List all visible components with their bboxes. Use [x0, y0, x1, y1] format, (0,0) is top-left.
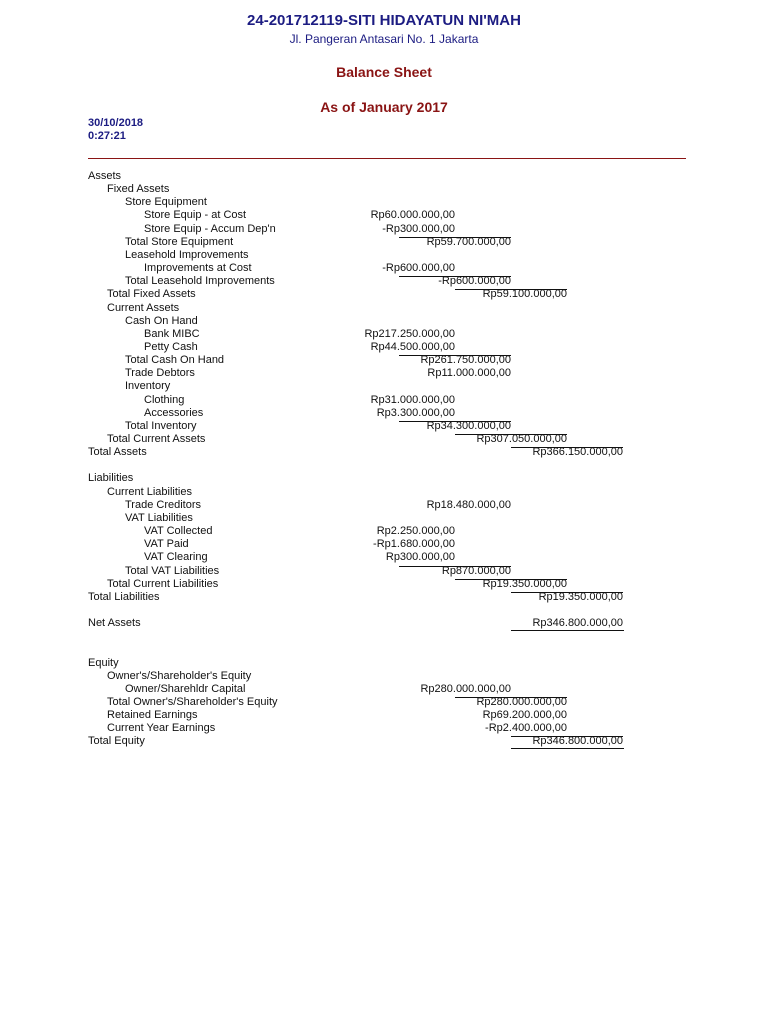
subtotal-rule: [399, 276, 511, 277]
line-amount: Rp18.480.000,00: [426, 498, 511, 511]
line-label: Bank MIBC: [144, 327, 200, 340]
line-label: Equity: [88, 656, 119, 669]
subtotal-rule: [455, 697, 567, 698]
line-amount: -Rp600.000,00: [438, 275, 511, 288]
line-label: Owner's/Shareholder's Equity: [107, 669, 252, 682]
line-amount: -Rp600.000,00: [382, 262, 455, 275]
line-label: Current Assets: [107, 301, 180, 314]
line-amount: Rp346.800.000,00: [532, 735, 623, 748]
line-label: Total Fixed Assets: [107, 288, 196, 301]
subtotal-rule: [511, 592, 623, 593]
company-address: Jl. Pangeran Antasari No. 1 Jakarta: [289, 32, 479, 46]
line-amount: Rp280.000.000,00: [420, 682, 511, 695]
print-time: 0:27:21: [88, 130, 126, 142]
subtotal-rule: [399, 355, 511, 356]
line-amount: Rp217.250.000,00: [364, 327, 455, 340]
line-amount: Rp60.000.000,00: [370, 209, 455, 222]
total-underline: [511, 748, 624, 749]
line-amount: Rp59.100.000,00: [482, 288, 567, 301]
line-amount: Rp44.500.000,00: [370, 340, 455, 353]
subtotal-rule: [455, 434, 567, 435]
line-amount: Rp2.250.000,00: [376, 525, 455, 538]
line-amount: Rp307.050.000,00: [476, 433, 567, 445]
line-amount: Rp19.350.000,00: [538, 590, 623, 603]
print-date: 30/10/2018: [88, 117, 144, 129]
report-period: As of January 2017: [320, 99, 448, 115]
subtotal-rule: [455, 579, 567, 580]
line-label: Total Leasehold Improvements: [125, 275, 275, 288]
total-underline: [511, 630, 624, 631]
line-amount: -Rp2.400.000,00: [485, 722, 567, 735]
line-label: Leasehold Improvements: [125, 248, 249, 261]
line-label: Current Year Earnings: [107, 722, 216, 735]
line-label: Liabilities: [88, 472, 134, 485]
subtotal-rule: [399, 566, 511, 567]
line-amount: Rp3.300.000,00: [376, 406, 455, 419]
subtotal-rule: [399, 237, 511, 238]
line-label: Fixed Assets: [107, 183, 170, 196]
line-label: Store Equip - at Cost: [144, 209, 247, 222]
line-label: Petty Cash: [144, 340, 198, 353]
line-label: Trade Creditors: [125, 498, 202, 511]
line-label: VAT Liabilities: [125, 511, 193, 524]
subtotal-rule: [399, 421, 511, 422]
line-amount: Rp11.000.000,00: [427, 367, 511, 380]
company-name: 24-201712119-SITI HIDAYATUN NI'MAH: [247, 12, 521, 29]
header-divider: [88, 158, 686, 159]
line-label: VAT Paid: [144, 538, 189, 551]
line-amount: Rp69.200.000,00: [482, 709, 567, 722]
line-label: Total Current Liabilities: [107, 577, 219, 590]
line-label: Total Inventory: [125, 419, 197, 432]
line-amount: Rp870.000,00: [441, 564, 511, 577]
line-label: Total Assets: [88, 446, 147, 459]
line-label: Inventory: [125, 380, 171, 393]
line-label: Total Equity: [88, 735, 145, 748]
line-amount: -Rp300.000,00: [382, 222, 455, 235]
line-label: Total VAT Liabilities: [125, 564, 220, 577]
line-label: Store Equip - Accum Dep'n: [144, 222, 276, 235]
line-amount: Rp346.800.000,00: [532, 617, 623, 630]
line-label: Clothing: [144, 393, 185, 406]
line-amount: Rp59.700.000,00: [426, 235, 511, 248]
subtotal-rule: [511, 447, 623, 448]
subtotal-rule: [511, 736, 623, 737]
report-title: Balance Sheet: [336, 64, 432, 80]
line-amount: Rp31.000.000,00: [370, 393, 455, 406]
line-label: Accessories: [144, 406, 204, 419]
line-label: Total Current Assets: [107, 433, 206, 445]
line-label: Owner/Sharehldr Capital: [125, 682, 246, 695]
line-label: Cash On Hand: [125, 314, 198, 327]
line-amount: Rp261.750.000,00: [420, 354, 511, 367]
line-amount: Rp366.150.000,00: [532, 446, 623, 459]
line-amount: Rp34.300.000,00: [426, 419, 511, 432]
line-label: Trade Debtors: [125, 367, 195, 380]
line-label: Total Liabilities: [88, 590, 160, 603]
line-label: VAT Clearing: [144, 551, 208, 564]
line-label: Assets: [88, 170, 122, 182]
line-label: Total Owner's/Shareholder's Equity: [107, 696, 278, 708]
line-amount: Rp300.000,00: [385, 551, 455, 564]
line-label: Net Assets: [88, 617, 141, 630]
line-amount: Rp19.350.000,00: [482, 577, 567, 590]
line-amount: -Rp1.680.000,00: [373, 538, 455, 551]
line-label: Total Cash On Hand: [125, 354, 225, 367]
line-label: Store Equipment: [125, 196, 207, 209]
line-label: Retained Earnings: [107, 709, 198, 722]
line-label: VAT Collected: [144, 525, 213, 538]
line-label: Improvements at Cost: [144, 262, 252, 275]
line-label: Current Liabilities: [107, 485, 192, 498]
line-amount: Rp280.000.000,00: [476, 696, 567, 708]
subtotal-rule: [455, 289, 567, 290]
line-label: Total Store Equipment: [125, 235, 234, 248]
